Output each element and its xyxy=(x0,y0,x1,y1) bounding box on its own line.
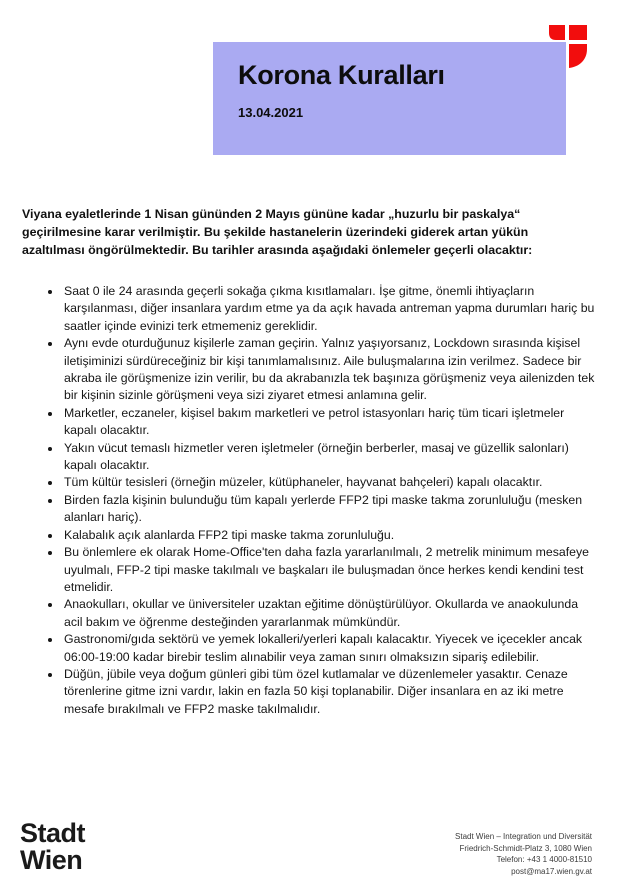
stadt-wien-wordmark xyxy=(20,820,85,874)
wordmark-line: Wien xyxy=(20,845,83,875)
rule-item: Anaokulları, okullar ve üniversiteler uzaktan eğitime dönüştürülüyor. Okullarda ve anaokulunda acil bakım ve öğrenme desteğinden yararlanmak mümkündür. xyxy=(22,596,596,631)
rule-item: Bu önlemlere ek olarak Home-Office'ten daha fazla yararlanılmalı, 2 metrelik minimum mesafeye uyulmalı, FFP-2 tipi maske takılmalı ve başkaları ile buluşmadan önce herkes kendi kendini test etmelidir. xyxy=(22,544,596,596)
contact-phone: Telefon: +43 1 4000-81510 xyxy=(496,855,592,864)
rule-item: Aynı evde oturduğunuz kişilerle zaman geçirin. Yalnız yaşıyorsanız, Lockdown sırasında kişisel iletişiminizi sürdüreceğiniz bir kişi tanımlamalısınız. Aile buluşmalarına izin verilmez. Sadece bir akraba ile görüşmenize izin verilir, bu da akrabanızla tek başınıza görüşmeniz veya ailenizden tek bir kişinin sizinle görüşmeni veya sizi ziyaret etmesi anlamına gelir. xyxy=(22,335,596,405)
rule-item: Saat 0 ile 24 arasında geçerli sokağa çıkma kısıtlamaları. İşe gitme, önemli ihtiyaçların karşılanması, diğer insanlara yardım etme ya da açık havada antreman yapma durumları hariç bu saatler içinde evinizi terk etmemeniz gereklidir. xyxy=(22,283,596,335)
wordmark-line: Stadt xyxy=(20,818,85,848)
contact-department: Stadt Wien – Integration und Diversität xyxy=(455,832,592,841)
title-box xyxy=(213,42,566,155)
rule-item: Kalabalık açık alanlarda FFP2 tipi maske takma zorunluluğu. xyxy=(22,527,596,544)
contact-address: Friedrich-Schmidt-Platz 3, 1080 Wien xyxy=(459,843,592,853)
rule-item: Gastronomi/gıda sektörü ve yemek lokalleri/yerleri kapalı kalacaktır. Yiyecek ve içecekler ancak 06:00-19:00 kadar birebir teslim alınabilir veya zaman sınırı olmaksızın sipariş edilebilir. xyxy=(22,631,596,666)
rule-item: Marketler, eczaneler, kişisel bakım marketleri ve petrol istasyonları hariç tüm ticari işletmeler kapalı olacaktır. xyxy=(22,405,596,440)
contact-block xyxy=(455,831,592,877)
intro-paragraph: Viyana eyaletlerinde 1 Nisan gününden 2 Mayıs gününe kadar „huzurlu bir paskalya“ geçirilmesine karar verilmiştir. Bu şekilde hastanelerin üzerindeki giderek artan yükün azaltılması öngörülmektedir. Bu tarihler arasında aşağıdaki önlemeler geçerli olacaktır: xyxy=(22,207,533,257)
document-date: 13.04.2021 xyxy=(238,105,304,120)
rule-item: Yakın vücut temaslı hizmetler veren işletmeler (örneğin berberler, masaj ve güzellik salonları) kapalı olacaktır. xyxy=(22,440,596,475)
contact-email: post@ma17.wien.gv.at xyxy=(511,866,592,876)
rule-item: Düğün, jübile veya doğum günleri gibi tüm özel kutlamalar ve düzenlemeler yasaktır. Cenaze törenlerine gitme izni vardır, lakin en fazla 50 kişi toplanabilir. Diğer insanlara en az iki metre mesafe bırakılmalı ve FFP2 maske takılmalıdır. xyxy=(22,666,596,718)
rule-item: Tüm kültür tesisleri (örneğin müzeler, kütüphaneler, hayvanat bahçeleri) kapalı olacaktır. xyxy=(22,474,596,491)
rule-item: Birden fazla kişinin bulunduğu tüm kapalı yerlerde FFP2 tipi maske takma zorunluluğu (mesken alanları hariç). xyxy=(22,492,596,527)
rules-list xyxy=(22,283,596,718)
document-title: Korona Kuralları xyxy=(238,60,445,90)
